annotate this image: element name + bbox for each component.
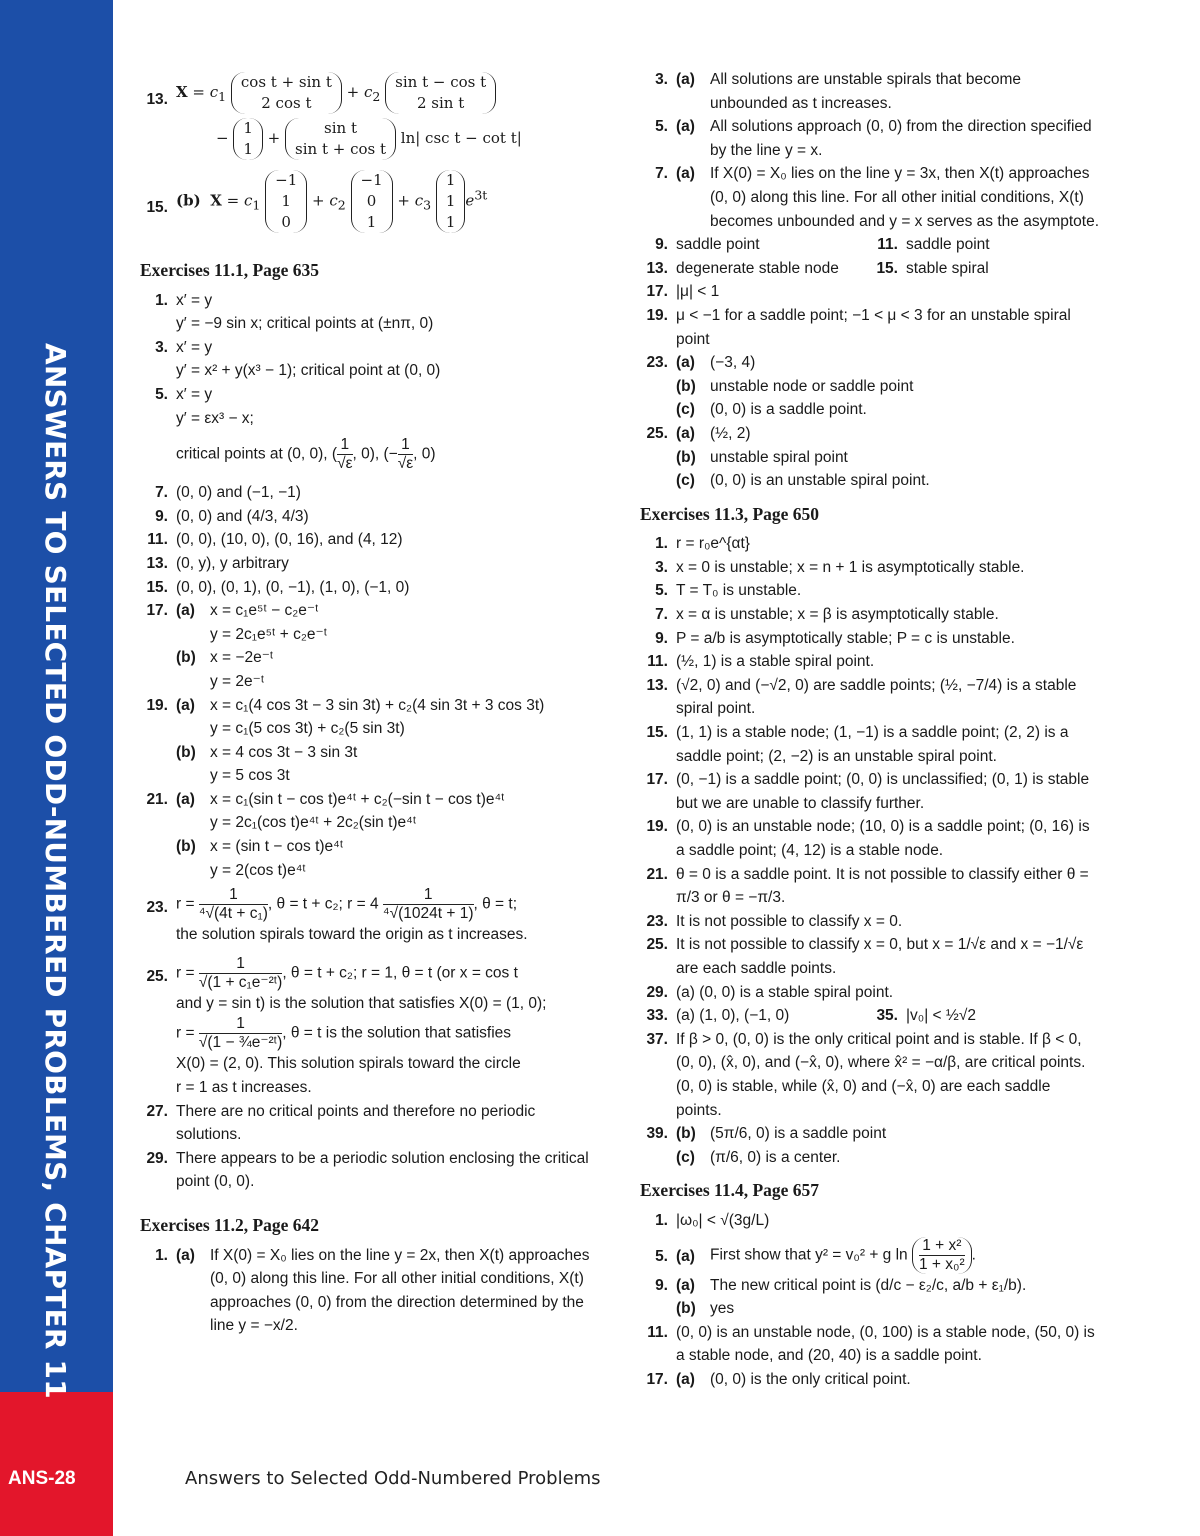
answer-line: (0, 0), (10, 0), (0, 16), and (4, 12): [176, 531, 403, 549]
fraction: $\frac{1}{√\varepsilon}$: [397, 436, 414, 473]
answer-17-11-4: 17. (a) (0, 0) is the only critical point.: [646, 1370, 911, 1388]
answer-9: [140, 505, 602, 529]
answer-line: (0, y), y arbitrary: [176, 554, 289, 572]
vector-1: −1 1 0: [265, 170, 307, 233]
fraction: $\frac{1}{\text{√(1 + c₁e⁻²ᵗ)}}$: [198, 954, 283, 991]
answer-number: 13.: [146, 91, 168, 108]
answer-line: y′ = −9 sin x; critical points at (±nπ, 0): [176, 315, 434, 333]
answer-5-11-4: 5. (a) First show that y² = v₀² + g ln 1 + x² 1 + x₀² .: [655, 1236, 976, 1273]
answer-line: x′ = y: [176, 385, 213, 403]
x-equals: $X = c_1$: [176, 83, 227, 104]
left-column: [140, 68, 602, 1338]
answer-17-11-3: 17. (0, −1) is a saddle point; (0, 0) is unclassified; (0, 1) is stable but we are unable to classify further.: [646, 771, 1090, 812]
answer-21-11-3: 21. θ = 0 is a saddle point. It is not possible to classify either θ = π/3 or θ = −π/3.: [646, 865, 1089, 907]
answer-3: [140, 336, 602, 383]
answer-7-11-3: 7. x = α is unstable; x = β is asymptotically stable.: [655, 606, 999, 624]
plus-c2: + $c_2$: [346, 83, 381, 104]
answer-3-11-3: 3. x = 0 is unstable; x = n + 1 is asymptotically stable.: [655, 558, 1025, 576]
answer-29-11-3: 29. (a) (0, 0) is a stable spiral point.: [646, 983, 894, 1001]
answer-line: the solution spirals toward the origin as t increases.: [176, 926, 528, 944]
right-column: [640, 68, 1100, 1391]
section-heading-11-4: Exercises 11.4, Page 657: [640, 1180, 820, 1201]
answer-15: [140, 576, 602, 600]
answer-pair-13-15: 13. degenerate stable node 15. stable spiral: [646, 259, 989, 277]
answer-line: x′ = y: [176, 338, 213, 356]
answer-line: and y = sin t) is the solution that satisfies X(0) = (1, 0);: [176, 994, 547, 1012]
answer-9-11-4: 9. (a) The new critical point is (d/c − ε₂/c, a/b + ε₁/b). (b) yes: [655, 1276, 1027, 1318]
answer-25: [140, 955, 602, 1100]
minus-sign: −: [216, 129, 229, 147]
answer-11: [140, 528, 602, 552]
answer-number: 3.: [155, 338, 168, 356]
vector-2: −1 0 1: [351, 170, 393, 233]
fraction: $\frac{1}{\text{⁴√(1024t + 1)}}$: [382, 886, 474, 923]
answer-29: [140, 1147, 602, 1194]
answer-number: 17.: [146, 602, 168, 620]
part-a: (a) x = c₁e⁵ᵗ − c₂e⁻ᵗ y = 2c₁e⁵ᵗ + c₂e⁻ᵗ: [176, 602, 328, 643]
answer-number: 9.: [155, 507, 168, 525]
vector-1: cos t + sin t 2 cos t: [231, 72, 342, 114]
vector-3: 1 1: [233, 118, 263, 160]
fraction: $\frac{1}{\text{⁴√(4t + c₁)}}$: [198, 886, 268, 923]
answer-11-11-4: 11. (0, 0) is an unstable node, (0, 100) is a stable node, (50, 0) is a stable node, and (20, 40) is a saddle point.: [647, 1323, 1095, 1365]
running-footer: Answers to Selected Odd-Numbered Problems: [185, 1468, 601, 1489]
answer-number: 7.: [155, 484, 168, 502]
answer-39-11-3: 39. (b) (5π/6, 0) is a saddle point (c) (π/6, 0) is a center.: [646, 1125, 887, 1166]
vector-4: sin t sin t + cos t: [285, 118, 396, 160]
log-argument: 1 + x² 1 + x₀²: [912, 1237, 972, 1274]
answer-23-11-3: 23. It is not possible to classify x = 0.: [646, 912, 903, 930]
answer-line: (0, 0) and (4/3, 4/3): [176, 507, 309, 525]
answer-number: 25.: [146, 967, 168, 985]
answer-line: X(0) = (2, 0). This solution spirals toward the circle: [176, 1055, 521, 1073]
answer-number: 29.: [146, 1149, 168, 1167]
vector-3: 1 1 1: [436, 170, 466, 233]
answer-line: x′ = y: [176, 291, 213, 309]
answer-25-11-2: 25. (a) (½, 2) (b) unstable spiral point (c) (0, 0) is an unstable spiral point.: [646, 424, 930, 490]
part-b: (b) x = (sin t − cos t)e⁴ᵗ y = 2(cos t)e⁴ᵗ: [176, 838, 344, 879]
answer-3-11-2: 3. (a) All solutions are unstable spirals that become unbounded as t increases.: [655, 71, 1022, 112]
section-heading-11-3: Exercises 11.3, Page 650: [640, 503, 820, 524]
answer-number: 11.: [147, 531, 168, 549]
polar-solution: r = $\frac{1}{\text{⁴√(4t + c₁)}}$ , θ = t + c₂; r = 4 $\frac{1}{\text{⁴√(1024t + 1)}}$ , θ = t;: [176, 886, 518, 923]
answer-7: [140, 481, 602, 505]
answer-line: r = 1 as t increases.: [176, 1079, 312, 1097]
answer-1-11-2: [140, 1244, 602, 1338]
answer-13-11-3: 13. (√2, 0) and (−√2, 0) are saddle points; (½, −7/4) is a stable spiral point.: [646, 676, 1077, 718]
answer-number: 23.: [146, 899, 168, 917]
answer-line: There appears to be a periodic solution enclosing the critical point (0, 0).: [176, 1149, 589, 1191]
answer-number: 19.: [146, 696, 168, 714]
answer-line: y′ = εx³ − x;: [176, 409, 254, 427]
answer-number: 15.: [146, 578, 168, 596]
answer-23: [140, 886, 602, 947]
answer-9-11-3: 9. P = a/b is asymptotically stable; P = c is unstable.: [655, 629, 1015, 647]
answer-25-11-3: 25. It is not possible to classify x = 0, but x = 1/√ε and x = −1/√ε are each saddle points.: [646, 936, 1084, 977]
answer-1: [140, 289, 602, 336]
answer-line: y′ = x² + y(x³ − 1); critical point at (0, 0): [176, 362, 441, 380]
answer-15-chapter10: [140, 170, 602, 233]
answer-pair-9-11: 9. saddle point 11. saddle point: [655, 236, 990, 254]
answer-line: (0, 0), (0, 1), (0, −1), (1, 0), (−1, 0): [176, 578, 410, 596]
section-heading-11-1: Exercises 11.1, Page 635: [140, 260, 320, 280]
answer-13: [140, 552, 602, 576]
answer-line: There are no critical points and therefore no periodic solutions.: [176, 1102, 536, 1144]
part-a: (a) If X(0) = X₀ lies on the line y = 2x, then X(t) approaches (0, 0) along this line. For all other initial conditions, X(t) approaches (0, 0) from the direction determined by the line y = −x/2.: [176, 1246, 590, 1335]
section-heading-11-2: Exercises 11.2, Page 642: [140, 1215, 320, 1235]
answer-line: (0, 0) and (−1, −1): [176, 484, 301, 502]
log-term: ln| csc t − cot t|: [400, 129, 522, 147]
answer-17: [140, 599, 602, 693]
answer-15-11-3: 15. (1, 1) is a stable node; (1, −1) is a saddle point; (2, 2) is a saddle point; (2, −2) is an unstable spiral point.: [646, 724, 1069, 765]
answer-19-11-3: 19. (0, 0) is an unstable node; (10, 0) is a saddle point; (0, 16) is a saddle point; (4, 12) is a stable node.: [646, 818, 1090, 859]
answer-number: 5.: [155, 385, 168, 403]
chapter-vertical-title: ANSWERS TO SELECTED ODD-NUMBERED PROBLEMS, CHAPTER 11: [39, 343, 72, 1399]
matrix-solution: [176, 72, 602, 114]
answer-1-11-3: 1. r = r₀e^{αt}: [655, 535, 750, 553]
fraction: $\frac{1}{√\varepsilon}$: [337, 436, 353, 473]
answer-number: 1.: [155, 291, 168, 309]
answer-21: [140, 788, 602, 882]
page-label-band: [0, 1392, 113, 1536]
answer-number: 15.: [146, 199, 168, 216]
answer-number: 13.: [146, 554, 168, 572]
answer-line: critical points at (0, 0),: [176, 445, 328, 463]
answer-19: [140, 694, 602, 788]
answer-number: 27.: [146, 1102, 168, 1120]
answer-number: 1.: [155, 1246, 168, 1264]
answer-pair-33-35: 33. (a) (1, 0), (−1, 0) 35. |v₀| < ½√2: [646, 1007, 976, 1025]
part-a: (a) x = c₁(sin t − cos t)e⁴ᵗ + c₂(−sin t − cos t)e⁴ᵗ y = 2c₁(cos t)e⁴ᵗ + 2c₂(sin t)e⁴ᵗ: [176, 790, 505, 832]
vector-2: sin t − cos t 2 sin t: [385, 72, 496, 114]
answer-37-11-3: 37. If β > 0, (0, 0) is the only critical point and is stable. If β < 0, (0, 0), (x̂, 0), and (−x̂, 0), where x̂² = −α/β, are critical points. (0, 0) is stable, while (x̂, 0) and (−x̂, 0) are each saddle points.: [646, 1030, 1086, 1119]
part-a: (a) x = c₁(4 cos 3t − 3 sin 3t) + c₂(4 sin 3t + 3 cos 3t) y = c₁(5 cos 3t) + c₂(5 sin 3t): [176, 696, 545, 738]
answer-17-11-2: 17. |μ| < 1: [646, 283, 720, 301]
matrix-solution-line2: − 1 1 + sin t sin t + cos t ln| csc t − cot t|: [216, 119, 522, 158]
critical-points-line: critical points at (0, 0), ( $\frac{1}{√\varepsilon}$ , 0), (− $\frac{1}{√\varepsilon}$ , 0): [176, 436, 436, 473]
answer-11-11-3: 11. (½, 1) is a stable spiral point.: [647, 653, 875, 671]
answer-23-11-2: 23. (a) (−3, 4) (b) unstable node or saddle point (c) (0, 0) is a saddle point.: [646, 354, 914, 419]
part-b: (b) x = −2e⁻ᵗ y = 2e⁻ᵗ: [176, 649, 274, 690]
answer-1-11-4: 1. |ω₀| < √(3g/L): [655, 1211, 770, 1229]
part-b: (b) x = 4 cos 3t − 3 sin 3t y = 5 cos 3t: [176, 743, 358, 785]
answer-13-chapter10: [140, 72, 602, 160]
part-label: (b): [176, 191, 201, 210]
answer-5: [140, 383, 602, 473]
answer-19-11-2: 19. μ < −1 for a saddle point; −1 < μ < 3 for an unstable spiral point: [646, 306, 1071, 348]
answer-5-11-2: 5. (a) All solutions approach (0, 0) from the direction specified by the line y = x.: [655, 118, 1092, 159]
answer-7-11-2: 7. (a) If X(0) = X₀ lies on the line y = 3x, then X(t) approaches (0, 0) along this line. For all other initial conditions, X(t) becomes unbounded and y = x serves as the asymptote.: [655, 165, 1100, 230]
answer-5-11-3: 5. T = T₀ is unstable.: [655, 582, 802, 600]
matrix-solution: (b) $X = c_1$ −1 1 0 + $c_2$ −1 0 1 + $c_3$ 1 1 1 $e^{3t}$: [176, 171, 488, 231]
fraction: $\frac{1}{\text{√(1 − ¾e⁻²ᵗ)}}$: [198, 1015, 283, 1052]
polar-solution: r = $\frac{1}{\text{√(1 + c₁e⁻²ᵗ)}}$ , θ = t + c₂; r = 1, θ = t (or x = cos t: [176, 954, 518, 991]
page-number-label: ANS-28: [8, 1468, 76, 1489]
polar-solution-2: r = $\frac{1}{\text{√(1 − ¾e⁻²ᵗ)}}$ , θ = t is the solution that satisfies: [176, 1015, 512, 1052]
answer-27: [140, 1100, 602, 1147]
answer-number: 21.: [146, 790, 168, 808]
